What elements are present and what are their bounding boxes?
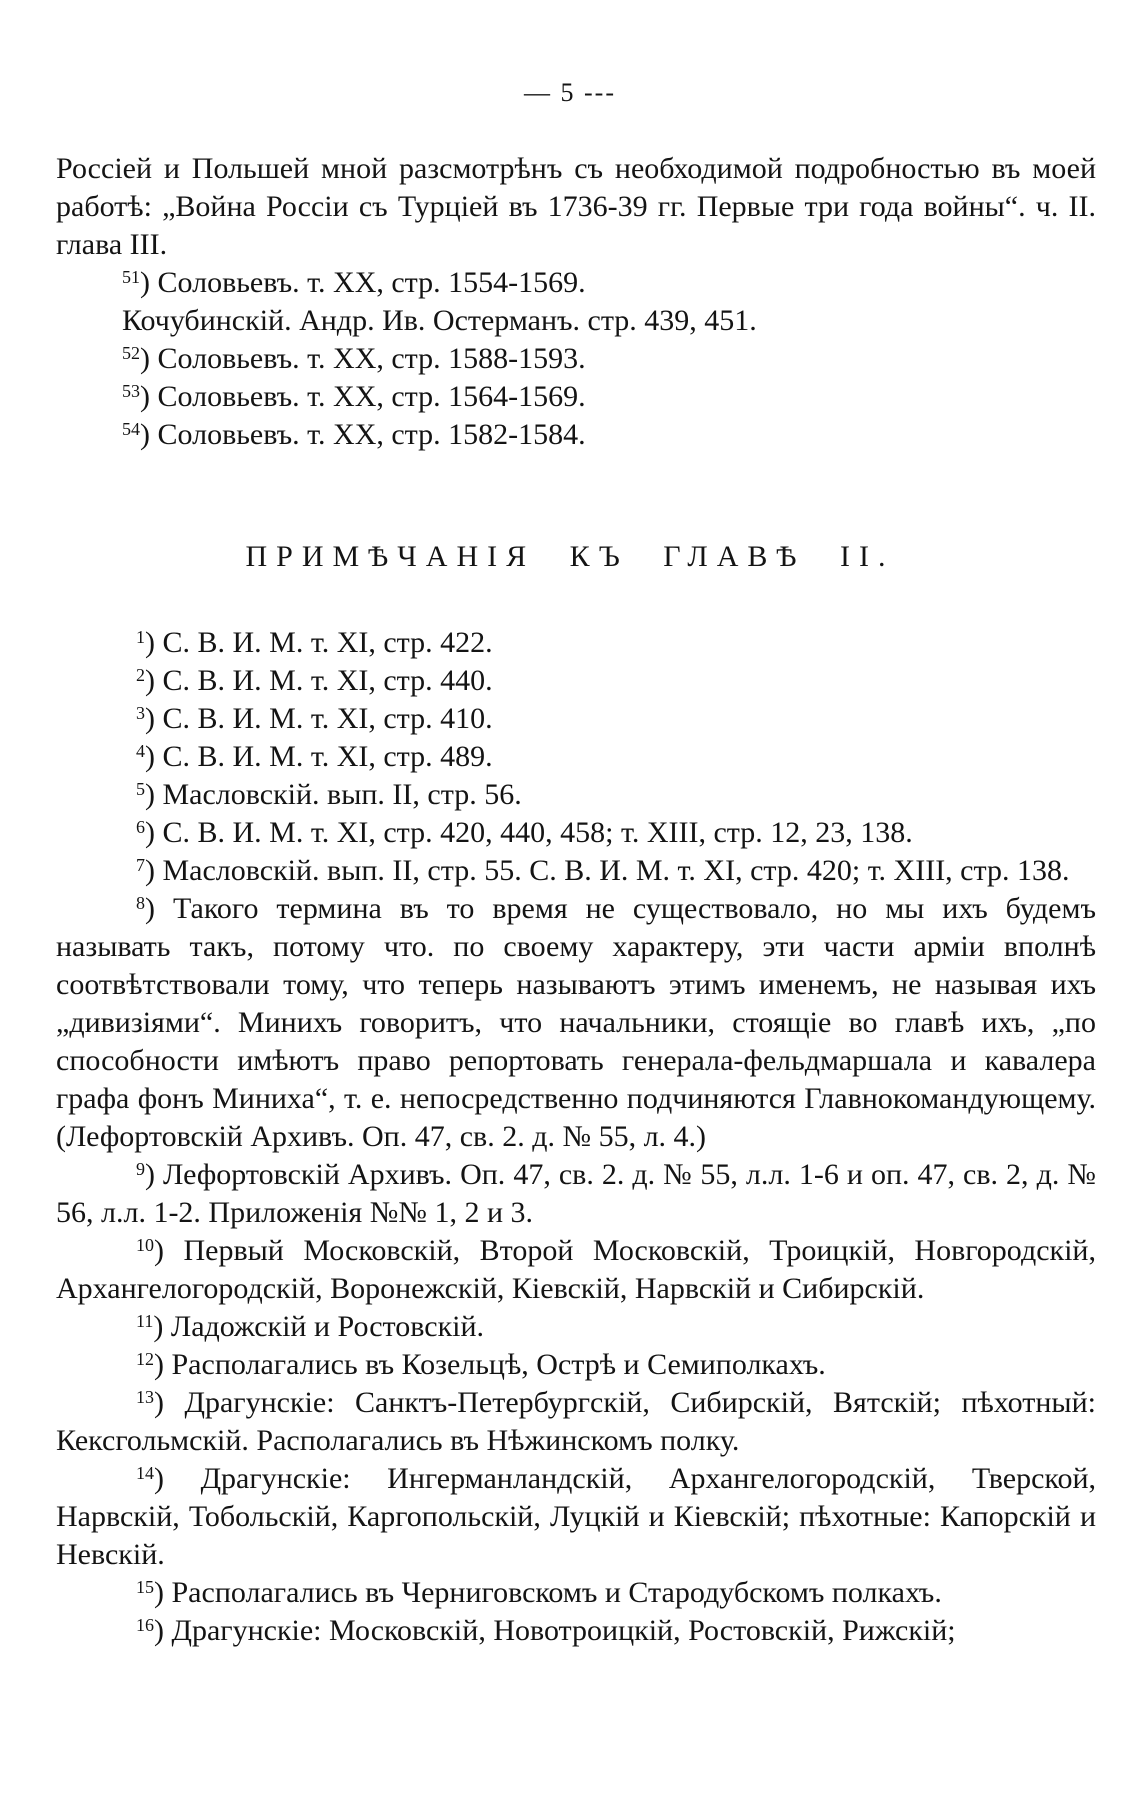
note-marker: 9 [136, 1159, 145, 1179]
note-marker: 12 [136, 1349, 154, 1369]
note-text: Драгунскіе: Санктъ-Петербургскій, Сибирскій, Вятскій; пѣхотный: Кексгольмскій. Располагались въ Нѣжинскомъ полку. [56, 1386, 1096, 1457]
note-text: С. В. И. М. т. XI, стр. 489. [162, 740, 493, 773]
note-text: С. В. И. М. т. XI, стр. 410. [162, 702, 493, 735]
note-text: Драгунскіе: Московскій, Новотроицкій, Ростовскій, Рижскій; [171, 1614, 956, 1647]
note-marker: 13 [136, 1387, 154, 1407]
note-marker: 7 [136, 855, 145, 875]
note-13: $^{13}$) Драгунскіе: Санктъ-Петербургскій, Сибирскій, Вятскій; пѣхотный: Кексгольмскій. Располагались въ Нѣжинскомъ полку. [56, 1386, 1096, 1457]
note-marker: 14 [136, 1463, 154, 1483]
footnote-51-continued [56, 302, 1096, 340]
note-marker: 2 [136, 665, 145, 685]
footnote-marker: 52 [122, 343, 140, 363]
intro-text: Россіей и Польшей мной разсмотрѣнъ съ необходимой подробностью въ моей работѣ: „Война Россіи съ Турціей въ 1736-39 гг. Первые три года войны“. ч. II. глава III. [56, 152, 1096, 261]
note-text: Лефортовскій Архивъ. Оп. 47, св. 2. д. № 55, л.л. 1-6 и оп. 47, св. 2, д. № 56, л.л. 1-2. Приложенія №№ 1, 2 и 3. [56, 1158, 1097, 1229]
note-marker: 16 [136, 1615, 154, 1635]
note-marker: 3 [136, 703, 145, 723]
notes-chapter-2 [56, 624, 1096, 1650]
note-12: $^{12}$) Располагались въ Козельцѣ, Острѣ и Семиполкахъ. [136, 1348, 826, 1381]
footnote-marker: 53 [122, 381, 140, 401]
intro-paragraph [56, 150, 1096, 264]
footnote-54: $^{54}$) Соловьевъ. т. XX, стр. 1582-1584. [122, 418, 586, 451]
note-16: $^{16}$) Драгунскіе: Московскій, Новотроицкій, Ростовскій, Рижскій; [136, 1614, 956, 1647]
section-heading: ПРИМѢЧАНІЯ КЪ ГЛАВѢ II. [245, 540, 895, 573]
note-text: Располагались въ Козельцѣ, Острѣ и Семиполкахъ. [171, 1348, 826, 1381]
note-text: Драгунскіе: Ингерманландскій, Архангелогородскій, Тверской, Нарвскій, Тобольскій, Каргопольскій, Луцкій и Кіевскій; пѣхотные: Капорскій и Невскій. [56, 1462, 1096, 1571]
footnotes-chapter-1 [56, 264, 1096, 454]
note-text: Располагались въ Черниговскомъ и Стародубскомъ полкахъ. [171, 1576, 942, 1609]
note-5: $^5$) Масловскій. вып. II, стр. 56. [136, 778, 522, 811]
note-marker: 1 [136, 627, 145, 647]
footnote-text: Соловьевъ. т. XX, стр. 1564-1569. [157, 380, 586, 413]
note-2: $^2$) С. В. И. М. т. XI, стр. 440. [136, 664, 493, 697]
note-7: $^7$) Масловскій. вып. II, стр. 55. С. В. И. М. т. XI, стр. 420; т. XIII, стр. 138. [136, 854, 1070, 887]
note-text: Первый Московскій, Второй Московскій, Троицкій, Новгородскій, Архангелогородскій, Воронежскій, Кіевскій, Нарвскій и Сибирскій. [56, 1234, 1096, 1305]
note-15: $^{15}$) Располагались въ Черниговскомъ и Стародубскомъ полкахъ. [136, 1576, 942, 1609]
note-6: $^6$) С. В. И. М. т. XI, стр. 420, 440, 458; т. XIII, стр. 12, 23, 138. [136, 816, 913, 849]
note-text: С. В. И. М. т. XI, стр. 420, 440, 458; т. XIII, стр. 12, 23, 138. [162, 816, 913, 849]
note-marker: 11 [136, 1311, 154, 1331]
footnote-51: $^{51}$) Соловьевъ. т. XX, стр. 1554-1569. [122, 266, 586, 299]
note-text: Ладожскій и Ростовскій. [170, 1310, 485, 1343]
note-marker: 5 [136, 779, 145, 799]
footnote-marker: 51 [122, 267, 140, 287]
note-14: $^{14}$) Драгунскіе: Ингерманландскій, Архангелогородскій, Тверской, Нарвскій, Тобольскій, Каргопольскій, Луцкій и Кіевскій; пѣхотные: Капорскій и Невскій. [56, 1462, 1096, 1571]
footnote-text: Кочубинскій. Андр. Ив. Остерманъ. стр. 439, 451. [122, 304, 757, 337]
note-4: $^4$) С. В. И. М. т. XI, стр. 489. [136, 740, 493, 773]
note-text: Масловскій. вып. II, стр. 56. [162, 778, 522, 811]
footnote-53: $^{53}$) Соловьевъ. т. XX, стр. 1564-1569. [122, 380, 586, 413]
note-text: Такого термина въ то время не существовало, но мы ихъ будемъ называть такъ, потому что. по своему характеру, эти части арміи вполнѣ соотвѣтствовали тому, что теперь называютъ этимъ именемъ, не называя ихъ „дивизіями“. Минихъ говоритъ, что начальники, стоящіе во главѣ ихъ, „по способности имѣютъ право репортовать генерала-фельдмаршала и кавалера графа фонъ Миниха“, т. е. непосредственно подчиняются Главнокомандующему. (Лефортовскій Архивъ. Оп. 47, св. 2. д. № 55, л. 4.) [56, 892, 1096, 1153]
note-marker: 10 [136, 1235, 154, 1255]
footnote-text: Соловьевъ. т. XX, стр. 1582-1584. [157, 418, 586, 451]
note-marker: 4 [136, 741, 145, 761]
note-marker: 8 [136, 893, 145, 913]
footnote-text: Соловьевъ. т. XX, стр. 1554-1569. [157, 266, 586, 299]
note-1: $^1$) С. В. И. М. т. XI, стр. 422. [136, 626, 493, 659]
note-text: С. В. И. М. т. XI, стр. 422. [162, 626, 493, 659]
footnote-text: Соловьевъ. т. XX, стр. 1588-1593. [157, 342, 586, 375]
note-marker: 15 [136, 1577, 154, 1597]
note-9: $^9$) Лефортовскій Архивъ. Оп. 47, св. 2. д. № 55, л.л. 1-6 и оп. 47, св. 2, д. № 56, л.л. 1-2. Приложенія №№ 1, 2 и 3. [56, 1158, 1097, 1229]
note-8: $^8$) Такого термина въ то время не существовало, но мы ихъ будемъ называть такъ, потому что. по своему характеру, эти части арміи вполнѣ соотвѣтствовали тому, что теперь называютъ этимъ именемъ, не называя ихъ „дивизіями“. Минихъ говоритъ, что начальники, стоящіе во главѣ ихъ, „по способности имѣютъ право репортовать генерала-фельдмаршала и кавалера графа фонъ Миниха“, т. е. непосредственно подчиняются Главнокомандующему. (Лефортовскій Архивъ. Оп. 47, св. 2. д. № 55, л. 4.) [56, 892, 1096, 1153]
note-text: Масловскій. вып. II, стр. 55. С. В. И. М. т. XI, стр. 420; т. XIII, стр. 138. [162, 854, 1070, 887]
note-10: $^{10}$) Первый Московскій, Второй Московскій, Троицкій, Новгородскій, Архангелогородскій, Воронежскій, Кіевскій, Нарвскій и Сибирскій. [56, 1234, 1096, 1305]
note-3: $^3$) С. В. И. М. т. XI, стр. 410. [136, 702, 493, 735]
note-11: $^{11}$) Ладожскій и Ростовскій. [136, 1310, 485, 1343]
note-text: С. В. И. М. т. XI, стр. 440. [162, 664, 493, 697]
footnote-marker: 54 [122, 419, 140, 439]
page-number: — 5 --- [524, 78, 616, 107]
note-marker: 6 [136, 817, 145, 837]
footnote-52: $^{52}$) Соловьевъ. т. XX, стр. 1588-1593. [122, 342, 586, 375]
